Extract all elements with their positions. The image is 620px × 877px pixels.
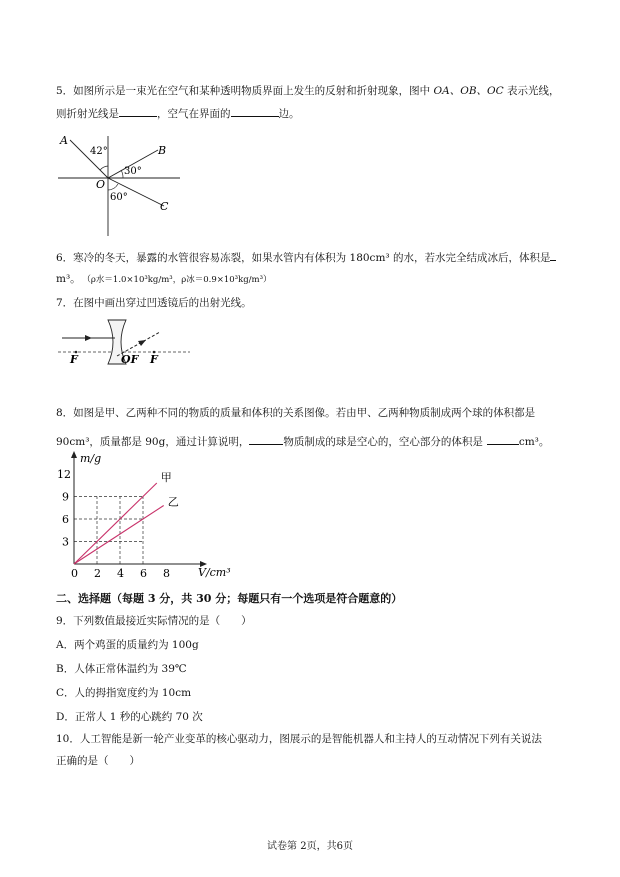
q8-text-c: cm³。 bbox=[518, 436, 550, 448]
q5-text-suffix: 表示光线， bbox=[503, 85, 560, 97]
label-f-left: F bbox=[70, 353, 78, 366]
series-line bbox=[74, 506, 164, 565]
q5-text-b: ，空气在界面的 bbox=[157, 108, 231, 120]
angle-arc-30 bbox=[121, 170, 123, 178]
q6-line2 bbox=[56, 272, 272, 287]
q5-line1 bbox=[56, 84, 560, 98]
q5-ray-names: OA、OB、OC bbox=[433, 85, 504, 97]
q8-text-b: 物质制成的球是空心的，空心部分的体积是 bbox=[283, 436, 483, 448]
y-tick-label: 9 bbox=[62, 490, 69, 504]
chart-series-group bbox=[74, 471, 179, 564]
y-axis-label: m/g bbox=[80, 452, 102, 465]
label-60: 60° bbox=[110, 192, 128, 203]
q6-text: 6．寒冷的冬天，暴露的水管很容易冻裂，如果水管内有体积为 180cm³ 的水，若水完全结成冰后，体积是 bbox=[56, 252, 551, 264]
label-o: O bbox=[96, 178, 106, 191]
q9-option-d[interactable]: D．正常人 1 秒的心跳约 70 次 bbox=[56, 711, 203, 723]
answer-blank[interactable] bbox=[231, 106, 279, 117]
q5-text-c: 边。 bbox=[278, 108, 300, 120]
q10-line2: 正确的是（ ） bbox=[56, 755, 140, 767]
q6-line1 bbox=[56, 250, 556, 265]
y-tick-label: 12 bbox=[57, 468, 71, 481]
arrow-icon bbox=[138, 340, 146, 346]
reflection-refraction-figure bbox=[52, 128, 182, 238]
arrow-icon bbox=[71, 451, 77, 458]
q9-option-b[interactable]: B．人体正常体温约为 39℃ bbox=[56, 663, 187, 675]
q9-option-a[interactable]: A．两个鸡蛋的质量约为 100g bbox=[56, 639, 199, 651]
x-axis-label: V/cm³ bbox=[198, 566, 231, 578]
y-tick-label: 3 bbox=[62, 535, 69, 549]
label-b: B bbox=[158, 144, 167, 157]
label-f-right: F bbox=[150, 353, 158, 366]
q9-option-c[interactable]: C．人的拇指宽度约为 10cm bbox=[56, 687, 192, 699]
concave-lens-figure bbox=[56, 318, 196, 366]
x-tick-label: 6 bbox=[140, 567, 147, 578]
angle-arc-60 bbox=[108, 184, 118, 190]
answer-blank[interactable] bbox=[487, 434, 519, 445]
answer-blank[interactable] bbox=[550, 250, 556, 261]
section2-heading: 二、选择题（每题 3 分，共 30 分；每题只有一个选项是符合题意的） bbox=[56, 592, 403, 605]
q10-line1: 10．人工智能是新一轮产业变革的核心驱动力，图展示的是智能机器人和主持人的互动情况下列有关说法 bbox=[56, 733, 542, 745]
label-30: 30° bbox=[124, 166, 142, 177]
q7-text: 7．在图中画出穿过凹透镜后的出射光线。 bbox=[56, 297, 252, 309]
angle-arc-42 bbox=[100, 166, 108, 170]
q8-text-a: 90cm³，质量都是 90g，通过计算说明， bbox=[56, 436, 250, 448]
q6-density-note: （ρ水＝1.0×10³kg/m³，ρ冰＝0.9×10³kg/m³） bbox=[86, 275, 272, 285]
q5-line2 bbox=[56, 106, 300, 121]
arrow-icon bbox=[85, 335, 92, 341]
q5-text: 5．如图所示是一束光在空气和某种透明物质界面上发生的反射和折射现象，图中 bbox=[56, 85, 434, 97]
page-footer: 试卷第 2页，共6页 bbox=[267, 841, 353, 852]
q9-stem: 9．下列数值最接近实际情况的是（ ） bbox=[56, 615, 252, 627]
q5-text-a: 则折射光线是 bbox=[56, 108, 119, 120]
x-tick-label: 0 bbox=[71, 567, 78, 578]
x-tick-label: 4 bbox=[117, 567, 124, 578]
series-label: 甲 bbox=[160, 471, 172, 484]
series-label: 乙 bbox=[167, 495, 179, 509]
x-tick-label: 2 bbox=[94, 567, 101, 578]
q8-line2 bbox=[56, 434, 549, 449]
label-a: A bbox=[60, 134, 68, 147]
answer-blank[interactable] bbox=[249, 434, 283, 445]
x-tick-label: 8 bbox=[163, 567, 170, 578]
series-line bbox=[74, 483, 157, 564]
mass-volume-chart bbox=[52, 450, 232, 578]
label-c: C bbox=[160, 200, 169, 213]
q6-unit: m³。 bbox=[56, 273, 81, 285]
label-of: OF bbox=[121, 353, 139, 366]
answer-blank[interactable] bbox=[119, 106, 157, 117]
label-42: 42° bbox=[90, 146, 108, 157]
q8-line1: 8．如图是甲、乙两种不同的物质的质量和体积的关系图像。若由甲、乙两种物质制成两个球的体积都是 bbox=[56, 407, 536, 419]
y-tick-label: 6 bbox=[62, 513, 69, 526]
